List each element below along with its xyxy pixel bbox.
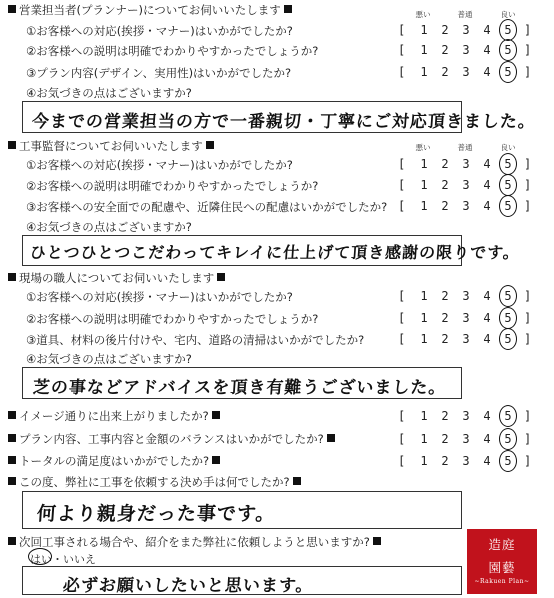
overall-question-row	[8, 453, 220, 469]
handwritten-answer: 何より親身だった事です。	[36, 503, 277, 525]
question-text: ③お客様への安全面での配慮や、近隣住民への配慮はいかがでしたか?	[26, 200, 388, 214]
rating-scale[interactable]	[398, 332, 530, 348]
bracket-open: [	[398, 454, 406, 468]
scale-option-1[interactable]: 1	[420, 199, 428, 213]
selected-circle-icon	[28, 548, 52, 565]
section3-header	[8, 270, 225, 286]
question-text: ②お客様への説明は明確でわかりやすかったでしょうか?	[26, 179, 319, 193]
square-bullet-icon	[8, 411, 16, 419]
square-bullet-icon	[212, 456, 220, 464]
overall-question-row	[8, 431, 335, 447]
question-text: ③道具、材料の後片付けや、宅内、道路の清掃はいかがでしたか?	[26, 333, 365, 347]
scale-option-1[interactable]: 1	[420, 311, 428, 325]
rating-scale[interactable]	[398, 409, 530, 425]
scale-option-5[interactable]: 5	[504, 43, 512, 57]
scale-option-2[interactable]: 2	[441, 332, 449, 346]
selected-circle-icon	[499, 19, 517, 41]
question-text: ②お客様への説明は明確でわかりやすかったでしょうか?	[26, 44, 319, 58]
bracket-open: [	[398, 311, 406, 325]
scale-option-2[interactable]: 2	[441, 311, 449, 325]
scale-option-2[interactable]: 2	[441, 23, 449, 37]
scale-option-4[interactable]: 4	[483, 157, 491, 171]
selected-circle-icon	[499, 39, 517, 61]
comment-label: ④お気づきの点はございますか?	[26, 220, 192, 234]
square-bullet-icon	[284, 5, 292, 13]
bracket-close: ]	[524, 409, 532, 423]
rating-scale[interactable]	[398, 23, 530, 39]
section2-title: 工事監督についてお伺いいたします	[19, 139, 203, 153]
scale-option-5[interactable]: 5	[504, 157, 512, 171]
square-bullet-icon	[8, 434, 16, 442]
scale-option-1[interactable]: 1	[420, 409, 428, 423]
bracket-open: [	[398, 409, 406, 423]
scale-option-2[interactable]: 2	[441, 43, 449, 57]
scale-option-3[interactable]: 3	[462, 65, 470, 79]
selected-circle-icon	[499, 174, 517, 196]
scale-option-5[interactable]: 5	[504, 65, 512, 79]
selected-circle-icon	[499, 307, 517, 329]
scale-option-3[interactable]: 3	[462, 43, 470, 57]
square-bullet-icon	[8, 477, 16, 485]
scale-option-4[interactable]: 4	[483, 432, 491, 446]
scale-option-4[interactable]: 4	[483, 289, 491, 303]
handwritten-comment: 必ずお願いしたいと思います。	[62, 576, 315, 596]
handwritten-comment: 芝の事などアドバイスを頂き有難うございました。	[32, 378, 448, 398]
section3-title: 現場の職人についてお伺いいたします	[19, 271, 215, 285]
scale-option-5[interactable]: 5	[504, 289, 512, 303]
section2-header	[8, 138, 214, 154]
next-comment-box[interactable]	[22, 566, 462, 595]
scale-option-3[interactable]: 3	[462, 332, 470, 346]
square-bullet-icon	[373, 537, 381, 545]
scale-option-4[interactable]: 4	[483, 409, 491, 423]
square-bullet-icon	[217, 273, 225, 281]
label-normal: 普通	[457, 10, 473, 19]
option-separator: ・	[52, 553, 63, 566]
scale-option-3[interactable]: 3	[462, 199, 470, 213]
scale-option-4[interactable]: 4	[483, 199, 491, 213]
scale-option-4[interactable]: 4	[483, 454, 491, 468]
scale-option-5[interactable]: 5	[504, 311, 512, 325]
handwritten-comment: 今までの営業担当の方で一番親切・丁寧にご対応頂きました。	[31, 112, 537, 132]
bracket-open: [	[398, 332, 406, 346]
section1-header	[8, 2, 292, 18]
bracket-open: [	[398, 199, 406, 213]
selected-circle-icon	[499, 153, 517, 175]
scale-option-5[interactable]: 5	[504, 23, 512, 37]
scale-option-3[interactable]: 3	[462, 311, 470, 325]
comment-label: ④お気づきの点はございますか?	[26, 352, 192, 366]
selected-circle-icon	[499, 61, 517, 83]
rating-scale[interactable]	[398, 289, 530, 305]
bracket-open: [	[398, 178, 406, 192]
scale-option-5[interactable]: 5	[504, 432, 512, 446]
bracket-open: [	[398, 432, 406, 446]
question-text: ①お客様への対応(挨拶・マナー)はいかがでしたか?	[26, 24, 293, 38]
comment-label: ④お気づきの点はございますか?	[26, 86, 192, 100]
scale-option-4[interactable]: 4	[483, 23, 491, 37]
deciding-header	[8, 474, 301, 490]
label-bad: 悪い	[415, 143, 431, 152]
scale-option-2[interactable]: 2	[441, 199, 449, 213]
scale-option-5[interactable]: 5	[504, 454, 512, 468]
rating-scale[interactable]	[398, 178, 530, 194]
question-text: ②お客様への説明は明確でわかりやすかったでしょうか?	[26, 312, 319, 326]
comment-box[interactable]	[22, 235, 521, 266]
question-text: ③プラン内容(デザイン、実用性)はいかがでしたか?	[26, 66, 292, 80]
bracket-open: [	[398, 157, 406, 171]
scale-option-2[interactable]: 2	[441, 409, 449, 423]
label-bad: 悪い	[415, 10, 431, 19]
bracket-open: [	[398, 289, 406, 303]
square-bullet-icon	[206, 141, 214, 149]
scale-option-1[interactable]: 1	[420, 157, 428, 171]
bracket-close: ]	[524, 311, 532, 325]
square-bullet-icon	[8, 141, 16, 149]
scale-option-5[interactable]: 5	[504, 332, 512, 346]
rating-scale[interactable]	[398, 432, 530, 448]
bracket-close: ]	[524, 43, 532, 57]
square-bullet-icon	[8, 273, 16, 281]
scale-option-1[interactable]: 1	[420, 454, 428, 468]
logo-text-line1: 造庭	[488, 537, 516, 552]
option-yes[interactable]: はい	[30, 553, 52, 566]
scale-option-4[interactable]: 4	[483, 178, 491, 192]
question-text: ①お客様への対応(挨拶・マナー)はいかがでしたか?	[26, 290, 293, 304]
deciding-title: この度、弊社に工事を依頼する決め手は何でしたか?	[19, 475, 290, 489]
scale-option-3[interactable]: 3	[462, 454, 470, 468]
scale-option-4[interactable]: 4	[483, 43, 491, 57]
scale-option-1[interactable]: 1	[420, 332, 428, 346]
rating-scale[interactable]	[398, 311, 530, 327]
company-logo	[467, 529, 537, 594]
scale-option-5[interactable]: 5	[504, 199, 512, 213]
scale-option-2[interactable]: 2	[441, 157, 449, 171]
rating-scale[interactable]	[398, 43, 530, 59]
square-bullet-icon	[8, 537, 16, 545]
option-no[interactable]: いいえ	[63, 553, 96, 566]
scale-option-1[interactable]: 1	[420, 178, 428, 192]
bracket-close: ]	[524, 178, 532, 192]
handwritten-comment: ひとつひとつこだわってキレイに仕上げて頂き感謝の限りです。	[29, 243, 521, 262]
scale-option-4[interactable]: 4	[483, 311, 491, 325]
rating-scale[interactable]	[398, 157, 530, 173]
scale-option-3[interactable]: 3	[462, 23, 470, 37]
bracket-close: ]	[524, 199, 532, 213]
logo-text-line2: 園藝	[488, 560, 516, 575]
scale-option-4[interactable]: 4	[483, 65, 491, 79]
bracket-open: [	[398, 65, 406, 79]
question-text: ①お客様への対応(挨拶・マナー)はいかがでしたか?	[26, 158, 293, 172]
overall-question-text: イメージ通りに出来上がりましたか?	[19, 409, 209, 423]
logo-subtitle: ~Rakuen Plan~	[474, 578, 530, 585]
square-bullet-icon	[8, 456, 16, 464]
square-bullet-icon	[212, 411, 220, 419]
selected-circle-icon	[499, 285, 517, 307]
bracket-close: ]	[524, 454, 532, 468]
scale-option-5[interactable]: 5	[504, 178, 512, 192]
scale-option-2[interactable]: 2	[441, 432, 449, 446]
bracket-close: ]	[524, 157, 532, 171]
bracket-close: ]	[524, 65, 532, 79]
next-title: 次回工事される場合や、紹介をまた弊社に依頼しようと思いますか?	[19, 535, 370, 549]
scale-option-1[interactable]: 1	[420, 65, 428, 79]
square-bullet-icon	[8, 5, 16, 13]
scale-option-1[interactable]: 1	[420, 289, 428, 303]
square-bullet-icon	[327, 434, 335, 442]
scale-option-2[interactable]: 2	[441, 65, 449, 79]
scale-option-1[interactable]: 1	[420, 23, 428, 37]
selected-circle-icon	[499, 428, 517, 450]
overall-question-text: プラン内容、工事内容と金額のバランスはいかがでしたか?	[19, 432, 324, 446]
selected-circle-icon	[499, 405, 517, 427]
square-bullet-icon	[293, 477, 301, 485]
deciding-answer-box[interactable]	[22, 491, 462, 529]
overall-question-text: トータルの満足度はいかがでしたか?	[19, 454, 210, 468]
selected-circle-icon	[499, 195, 517, 217]
scale-option-5[interactable]: 5	[504, 409, 512, 423]
scale-option-2[interactable]: 2	[441, 289, 449, 303]
scale-option-3[interactable]: 3	[462, 178, 470, 192]
rating-scale[interactable]	[398, 65, 530, 81]
scale-option-1[interactable]: 1	[420, 432, 428, 446]
selected-circle-icon	[499, 450, 517, 472]
bracket-close: ]	[524, 432, 532, 446]
comment-box[interactable]	[22, 101, 537, 133]
scale-option-4[interactable]: 4	[483, 332, 491, 346]
rating-scale[interactable]	[398, 199, 530, 215]
selected-circle-icon	[499, 328, 517, 350]
bracket-close: ]	[524, 23, 532, 37]
label-normal: 普通	[457, 143, 473, 152]
scale-option-3[interactable]: 3	[462, 432, 470, 446]
section1-title: 営業担当者(プランナー)についてお伺いいたします	[19, 3, 281, 17]
scale-option-2[interactable]: 2	[441, 454, 449, 468]
next-header	[8, 534, 381, 550]
overall-question-row	[8, 408, 220, 424]
scale-option-1[interactable]: 1	[420, 43, 428, 57]
bracket-open: [	[398, 23, 406, 37]
bracket-open: [	[398, 43, 406, 57]
scale-option-3[interactable]: 3	[462, 409, 470, 423]
bracket-close: ]	[524, 289, 532, 303]
label-good: 良い	[500, 143, 516, 152]
scale-option-3[interactable]: 3	[462, 289, 470, 303]
rating-scale[interactable]	[398, 454, 530, 470]
label-good: 良い	[500, 10, 516, 19]
scale-option-3[interactable]: 3	[462, 157, 470, 171]
scale-option-2[interactable]: 2	[441, 178, 449, 192]
bracket-close: ]	[524, 332, 532, 346]
comment-box[interactable]	[22, 367, 462, 399]
